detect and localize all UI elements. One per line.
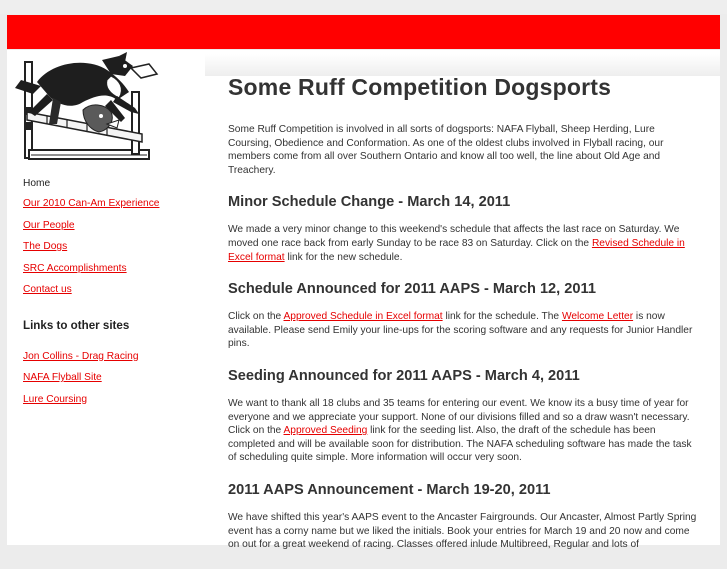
news-heading-seeding-announced: Seeding Announced for 2011 AAPS - March 4, 2011: [228, 367, 580, 384]
news-body-seeding-announced: [228, 397, 698, 465]
news-body-aaps-announcement: We have shifted this year's AAPS event to the Ancaster Fairgrounds. Our Ancaster, Almost Partly Spring event has a corny name but we liked the initials. Book your entries for March 19 and 20 now and come on out for a great weekend of racing. Classes offered inlude Multibreed, Regular and lots of: [228, 511, 697, 551]
news-text: link for the new schedule.: [284, 251, 403, 263]
nav-link-contact-us[interactable]: Contact us: [23, 284, 72, 295]
nav-link-src-accomplishments[interactable]: SRC Accomplishments: [23, 262, 127, 274]
news-text: link for the seeding list. Also, the draft of the schedule has been completed and will be available soon for distribution. The NAFA scheduling software has made the task of scheduling quite simple. More information will occur very soon.: [228, 425, 692, 464]
other-sites-heading: Links to other sites: [23, 318, 130, 332]
sidebar-nav: [23, 178, 183, 414]
page-title: Some Ruff Competition Dogsports: [228, 74, 612, 100]
main-content: [228, 74, 698, 569]
external-link-lure-coursing[interactable]: Lure Coursing: [23, 393, 87, 405]
top-strip: [0, 0, 727, 14]
external-link-nafa-flyball[interactable]: NAFA Flyball Site: [23, 372, 102, 383]
news-heading-aaps-announcement: 2011 AAPS Announcement - March 19-20, 2011: [228, 481, 551, 498]
news-heading-schedule-announced: Schedule Announced for 2011 AAPS - March 12, 2011: [228, 281, 596, 298]
news-text: link for the schedule. The: [442, 311, 562, 323]
nav-link-our-people[interactable]: Our People: [23, 219, 75, 231]
news-text: We made a very minor change to this weekend's schedule that affects the last race on Saturday. We moved one race back from early Sunday to be race 83 on Saturday. Click on the: [228, 224, 680, 249]
nav-link-the-dogs[interactable]: The Dogs: [23, 241, 68, 252]
news-text: We want to thank all 18 clubs and 35 teams for entering our event. We know its a busy time of year for everyone and we appreciate your support. None of our divisions filled and so a draw wasn't necessary. Click on the: [228, 397, 690, 437]
news-body-minor-schedule-change: [228, 223, 698, 264]
dog-jumping-hurdle-icon: [7, 52, 162, 168]
news-heading-minor-schedule-change: Minor Schedule Change - March 14, 2011: [228, 194, 511, 211]
approved-seeding-link[interactable]: Approved Seeding: [283, 425, 368, 437]
welcome-letter-link[interactable]: Welcome Letter: [561, 311, 634, 323]
header-banner: [7, 15, 720, 49]
nav-link-can-am[interactable]: Our 2010 Can-Am Experience: [23, 198, 160, 209]
news-text: Click on the: [228, 311, 284, 323]
nav-home[interactable]: Home: [23, 178, 51, 189]
page-container: [7, 50, 720, 551]
content-header-strip: [205, 54, 720, 76]
approved-schedule-link[interactable]: Approved Schedule in Excel format: [283, 311, 443, 323]
external-link-drag-racing[interactable]: Jon Collins - Drag Racing: [23, 350, 139, 362]
news-body-schedule-announced: [228, 310, 698, 351]
revised-schedule-link[interactable]: Revised Schedule in Excel format: [228, 237, 685, 263]
intro-paragraph: Some Ruff Competition is involved in all sorts of dogsports: NAFA Flyball, Sheep Herding, Lure Coursing, Obedience and Conformation. As one of the oldest clubs involved in Flyball racing, our members come from all over Southern Ontario and know all too well, the line about Old Age and Treachery.: [228, 124, 664, 176]
news-text: is now available. Please send Emily your line-ups for the scoring software and any requests for Junior Handler pins.: [228, 311, 693, 350]
